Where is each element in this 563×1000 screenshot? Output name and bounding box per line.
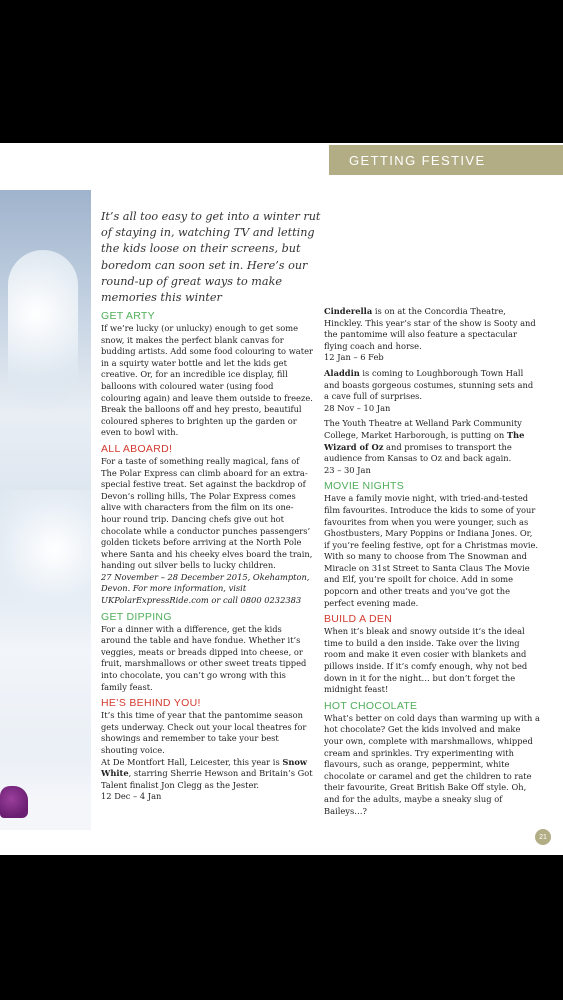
show-title: Cinderella [324,306,373,316]
show-title: The Wizard of Oz [324,429,525,452]
show-title: Aladdin [324,367,360,378]
hot-chocolate-body: What’s better on cold days than warming up with a hot chocolate? Get the kids involved and make your own, complete with marshmallows, whipped cream and sprinkles. Try experimenting with flavours, such as orange, peppermint, white chocolate or caramel and get the children to rate their favourite, Great British Bake Off style. Oh, and for the adults, maybe a sneaky slug of Baileys…? [324,712,540,816]
left-column [101,306,313,807]
heading-hes-behind-you: HE’S BEHIND YOU! [101,697,201,710]
aladdin-dates: 28 Nov – 10 Jan [324,402,391,413]
winter-photo [0,190,91,830]
snowy-tree [8,250,78,410]
show-title: Snow White [101,756,308,779]
section-banner: GETTING FESTIVE [329,145,563,175]
cinderella-text: Cinderella is on at the Concordia Theatre, Hinckley. This year’s star of the show is Sooty and the pantomime will also feature a spectacular flying coach and horse. [324,306,536,351]
wizard-dates: 23 – 30 Jan [324,464,371,475]
right-column [324,306,540,821]
get-arty-body: If we’re lucky (or unlucky) enough to get some snow, it makes the perfect blank canvas for budding artists. Add some food colouring to water in a squirty water bottle and let the kids get creative. Or, for an incredible ice display, fill balloons with coloured water (using food colouring again) and leave them outside to freeze. Break the balloons off and hey presto, beautiful coloured spheres to brighten up the garden or even to bowl with. [101,323,313,438]
panto-body: It’s this time of year that the pantomime season gets underway. Check out your local theatres for showings and remember to take your best shouting voice. [101,710,307,755]
all-aboard-body: For a taste of something really magical, fans of The Polar Express can climb aboard for an extra-special festive treat. Set against the backdrop of Devon’s rolling hills, The Polar Express comes alive with characters from the film on its one-hour round trip. Dancing chefs give out hot chocolate while a conductor punches passengers’ golden tickets before arriving at the North Pole where Santa and his cheeky elves board the train, handing out silver bells to lucky children. [101,455,313,571]
cinderella-dates: 12 Jan – 6 Feb [324,352,384,363]
child-in-snow [0,786,28,818]
heading-hot-chocolate: HOT CHOCOLATE [324,699,418,712]
heading-get-dipping: GET DIPPING [101,610,172,623]
aladdin-text: Aladdin is coming to Loughborough Town Hall and boasts gorgeous costumes, stunning sets and a cave full of surprises. [324,367,534,402]
heading-all-aboard: ALL ABOARD! [101,442,173,455]
heading-build-a-den: BUILD A DEN [324,613,393,626]
panto-venue: At De Montfort Hall, Leicester, this year is Snow White, starring Sherrie Hewson and Britain’s Got Talent finalist Jon Clegg as the Jester. [101,756,313,790]
panto-dates: 12 Dec – 4 Jan [101,791,162,802]
magazine-page [0,143,563,855]
page-number: 21 [535,829,551,845]
movie-nights-body: Have a family movie night, with tried-and-tested film favourites. Introduce the kids to some of your favourites from when you were younger, such as Ghostbusters, Mary Poppins or Indiana Jones. Or, if you’re feeling festive, opt for a Christmas movie. With so many to choose from The Snowman and Miracle on 31st Street to Santa Claus The Movie and Elf, you’re spoilt for choice. Add in some popcorn and other treats and you’ve got the perfect evening made. [324,493,539,608]
heading-movie-nights: MOVIE NIGHTS [324,480,405,493]
get-dipping-body: For a dinner with a difference, get the kids around the table and have fondue. Whether it’s veggies, meats or breads dipped into cheese, or fruit, marshmallows or other sweet treats tipped into chocolate, you can’t go wrong with this family feast. [101,623,307,692]
intro-text: It’s all too easy to get into a winter rut of staying in, watching TV and letting the kids loose on their screens, but boredom can soon set in. Here’s our round-up of great ways to make memories this winter [101,210,321,305]
heading-get-arty: GET ARTY [101,310,155,322]
build-a-den-body: When it’s bleak and snowy outside it’s the ideal time to build a den inside. Take over the living room and make it even cosier with blankets and pillows inside. If it’s comfy enough, why not bed down in it for the night… but don’t forget the midnight feast! [324,626,528,695]
snowy-bank [0,490,91,610]
wizard-text: The Youth Theatre at Welland Park Community College, Market Harborough, is putting on The Wizard of Oz and promises to transport the audience from Kansas to Oz and back again. [324,418,525,464]
all-aboard-details: 27 November – 28 December 2015, Okehampton, Devon. For more information, visit UKPolarExpressRide.com or call 0800 0232383 [101,571,310,606]
